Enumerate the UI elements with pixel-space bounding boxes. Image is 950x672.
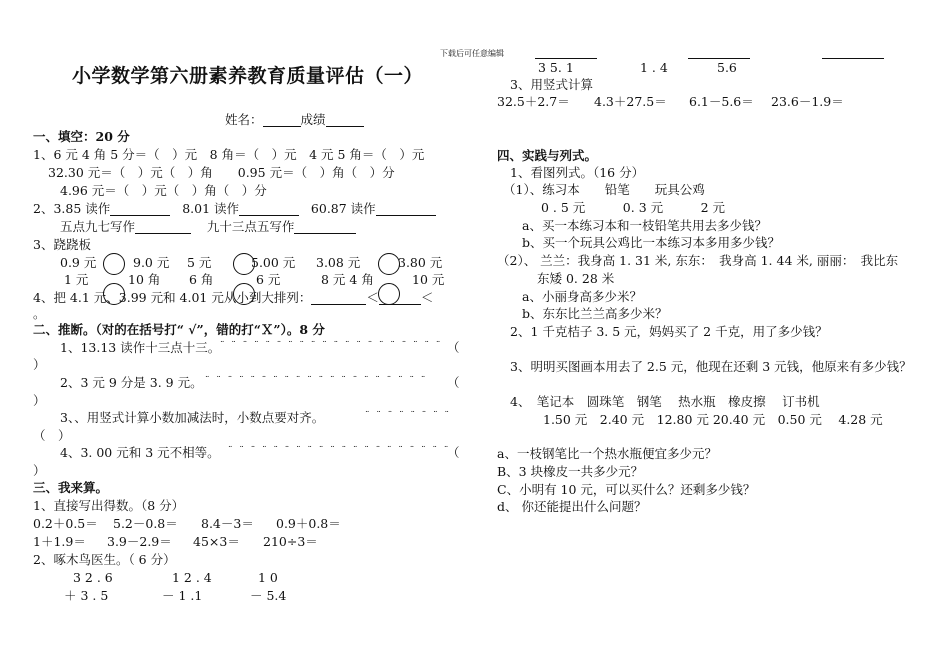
answer-1: 3 5. 1 (538, 60, 574, 75)
s4-q4-items: 4、 笔记本 圆珠笔 钢笔 热水瓶 橡皮擦 订书机 (510, 394, 820, 409)
name-label: 姓名： (225, 112, 263, 127)
calc-2: 5.2－0.8＝ (113, 516, 178, 531)
answer-3: 5.6 (717, 60, 737, 75)
read-label-3: 60.87 读作 (310, 201, 376, 216)
blank[interactable] (311, 293, 366, 305)
section4-heading: 四、实践与列式。 (497, 148, 598, 163)
s4-q4-prices: 1.50 元 2.40 元 12.80 元 20.40 元 0.50 元 4.28 元 (543, 412, 883, 427)
blank[interactable] (294, 222, 356, 234)
tf-dots-2: ¨ ¨ ¨ ¨ ¨ ¨ ¨ ¨ ¨ ¨ ¨ ¨ ¨ ¨ ¨ ¨ ¨ ¨ ¨ ¨ (205, 376, 428, 386)
tf-question-3: 3、、用竖式计算小数加减法时，小数点要对齐。 (60, 410, 325, 425)
s4-qc: C、小明有 10 元，可以买什么？还剩多少钱？ (497, 482, 756, 497)
calc-6: 3.9－2.9＝ (107, 534, 172, 549)
tf-open-4[interactable]: （ (447, 445, 460, 460)
section2-heading: 二、推断。（对的在括号打“ √”，错的打“Ｘ”）。8 分 (33, 322, 325, 337)
tf-close-1[interactable]: ） (33, 357, 46, 372)
vertical-top-2: 1 2 . 4 (172, 570, 212, 585)
vertical-top-3: 1 0 (258, 570, 278, 585)
tf-paren-3[interactable]: （ ） (33, 428, 71, 443)
vertical-bottom-3: － 5.4 (250, 588, 287, 603)
tf-question-4: 4、3. 00 元和 3 元不相等。 (60, 445, 220, 460)
calc-3: 8.4－3＝ (201, 516, 254, 531)
answer-line-2 (688, 58, 750, 59)
tf-close-2[interactable]: ） (33, 393, 46, 408)
seesaw-bottom-4: 6 元 (256, 272, 281, 287)
seesaw-top-4: 5.00 元 (251, 255, 296, 270)
tf-dots-4: ¨ ¨ ¨ ¨ ¨ ¨ ¨ ¨ ¨ ¨ ¨ ¨ ¨ ¨ ¨ ¨ ¨ ¨ ¨ ¨ (228, 446, 451, 456)
seesaw-top-6: 3.80 元 (398, 255, 443, 270)
read-label-1: 2、3.85 读作 (33, 201, 111, 216)
column-calc-3: 6.1－5.6＝ (689, 94, 754, 109)
s4-q3: 3、明明买图画本用去了 2.5 元，他现在还剩 3 元钱，他原来有多少钱？ (510, 359, 912, 374)
g2-question-a: a、小丽身高多少米？ (522, 289, 642, 304)
seesaw-top-5: 3.08 元 (316, 255, 361, 270)
s1-line3: 4.96 元＝（ ）元（ ）角（ ）分 (60, 183, 267, 198)
tf-question-1: 1、13.13 读作十三点十三。 (60, 340, 221, 355)
s4-qb: B、3 块橡皮一共多少元？ (497, 464, 644, 479)
s3-q1: 1、直接写出得数。（8 分） (33, 498, 185, 513)
seesaw-bottom-6: 10 元 (412, 272, 445, 287)
seesaw-bottom-1: 1 元 (64, 272, 89, 287)
seesaw-top-3: 5 元 (187, 255, 212, 270)
column-calc-4: 23.6－1.9＝ (771, 94, 844, 109)
answer-line-1 (535, 58, 597, 59)
seesaw-circle-1[interactable] (103, 253, 125, 275)
s3-q2: 2、啄木鸟医生。（ 6 分） (33, 552, 176, 567)
less-than-2: ＜ (420, 290, 434, 305)
blank[interactable] (239, 204, 299, 216)
g2-line1: （2）、 兰兰：我身高 1. 31 米, 东东： 我身高 1. 44 米, 丽丽： 我比东 (497, 253, 899, 268)
seesaw-bottom-2: 10 角 (128, 272, 161, 287)
s1-line7 (33, 292, 433, 305)
column-calc-2: 4.3＋27.5＝ (594, 94, 667, 109)
calc-1: 0.2＋0.5＝ (33, 516, 98, 531)
tf-open-2[interactable]: （ (447, 375, 460, 390)
s1-line6: 3、跷跷板 (33, 237, 91, 252)
score-label: 成绩 (300, 112, 326, 127)
s1-line2: 32.30 元＝（ ）元（ ）角 0.95 元＝（ ）角（ ）分 (48, 165, 395, 180)
s1-line1: 1、6 元 4 角 5 分＝（ ）元 8 角＝（ ）元 4 元 5 角＝（ ）元 (33, 147, 425, 162)
calc-7: 45×3＝ (193, 534, 240, 549)
s4-q2: 2、1 千克桔子 3. 5 元，妈妈买了 2 千克，用了多少钱？ (510, 324, 828, 339)
g2-question-b: b、东东比兰兰高多少米？ (522, 306, 668, 321)
answer-line-3 (822, 58, 884, 59)
tf-close-4[interactable]: ） (33, 463, 46, 478)
calc-5: 1＋1.9＝ (33, 534, 86, 549)
tf-dots-3: ¨ ¨ ¨ ¨ ¨ ¨ ¨ ¨ (365, 411, 452, 421)
g1-question-a: a、买一本练习本和一枝铅笔共用去多少钱？ (522, 218, 767, 233)
blank[interactable] (110, 204, 170, 216)
s4-q1: 1、看图列式。（16 分） (510, 165, 645, 180)
vertical-bottom-2: － 1 .1 (162, 588, 203, 603)
header-note: 下载后可任意编辑 (440, 49, 504, 58)
name-score-line (225, 114, 364, 127)
read-label-2: 8.01 读作 (182, 201, 239, 216)
answer-2: 1 . 4 (640, 60, 668, 75)
g1-question-b: b、买一个玩具公鸡比一本练习本多用多少钱？ (522, 235, 781, 250)
tf-dots-1: ¨ ¨ ¨ ¨ ¨ ¨ ¨ ¨ ¨ ¨ ¨ ¨ ¨ ¨ ¨ ¨ ¨ ¨ ¨ ¨ (220, 341, 443, 351)
seesaw-bottom-3: 6 角 (189, 272, 214, 287)
page-title: 小学数学第六册素养教育质量评估（一） (72, 65, 424, 87)
seesaw-top-1: 0.9 元 (60, 255, 97, 270)
calc-4: 0.9＋0.8＝ (276, 516, 341, 531)
name-blank[interactable] (263, 115, 301, 127)
g1-prices: 0 . 5 元 0. 3 元 2 元 (541, 200, 726, 215)
tf-open-1[interactable]: （ (447, 340, 460, 355)
blank[interactable] (379, 293, 421, 305)
column-calc-1: 32.5＋2.7＝ (497, 94, 570, 109)
seesaw-bottom-5: 8 元 4 角 (321, 272, 374, 287)
column-calc-heading: 3、用竖式计算 (510, 77, 593, 92)
order-prompt: 4、把 4.1 元、3.99 元和 4.01 元从小到大排列： (33, 290, 312, 305)
calc-8: 210÷3＝ (263, 534, 318, 549)
tf-question-2: 2、3 元 9 分是 3. 9 元。 (60, 375, 203, 390)
g1-items: （1）、练习本 铅笔 玩具公鸡 (503, 182, 705, 197)
section3-heading: 三、我来算。 (33, 480, 109, 495)
s1-line4 (33, 203, 436, 216)
seesaw-circle-5[interactable] (378, 253, 400, 275)
blank[interactable] (135, 222, 191, 234)
vertical-bottom-1: ＋ 3 . 5 (64, 588, 109, 603)
g2-line2: 东矮 0. 28 米 (537, 271, 615, 286)
score-blank[interactable] (326, 115, 364, 127)
s1-line7-end: 。 (33, 306, 46, 321)
s4-qd: d、 你还能提出什么问题？ (497, 499, 647, 514)
write-label-1: 五点九七写作 (60, 219, 136, 234)
section1-heading: 一、填空：20 分 (33, 129, 130, 144)
seesaw-circle-3[interactable] (233, 253, 255, 275)
seesaw-top-2: 9.0 元 (133, 255, 170, 270)
write-label-2: 九十三点五写作 (206, 219, 295, 234)
less-than-1: ＜ (366, 290, 379, 305)
s1-line5 (60, 221, 356, 234)
blank[interactable] (376, 204, 436, 216)
s4-qa: a、一枝钢笔比一个热水瓶便宜多少元？ (497, 446, 717, 461)
vertical-top-1: 3 2 . 6 (73, 570, 113, 585)
